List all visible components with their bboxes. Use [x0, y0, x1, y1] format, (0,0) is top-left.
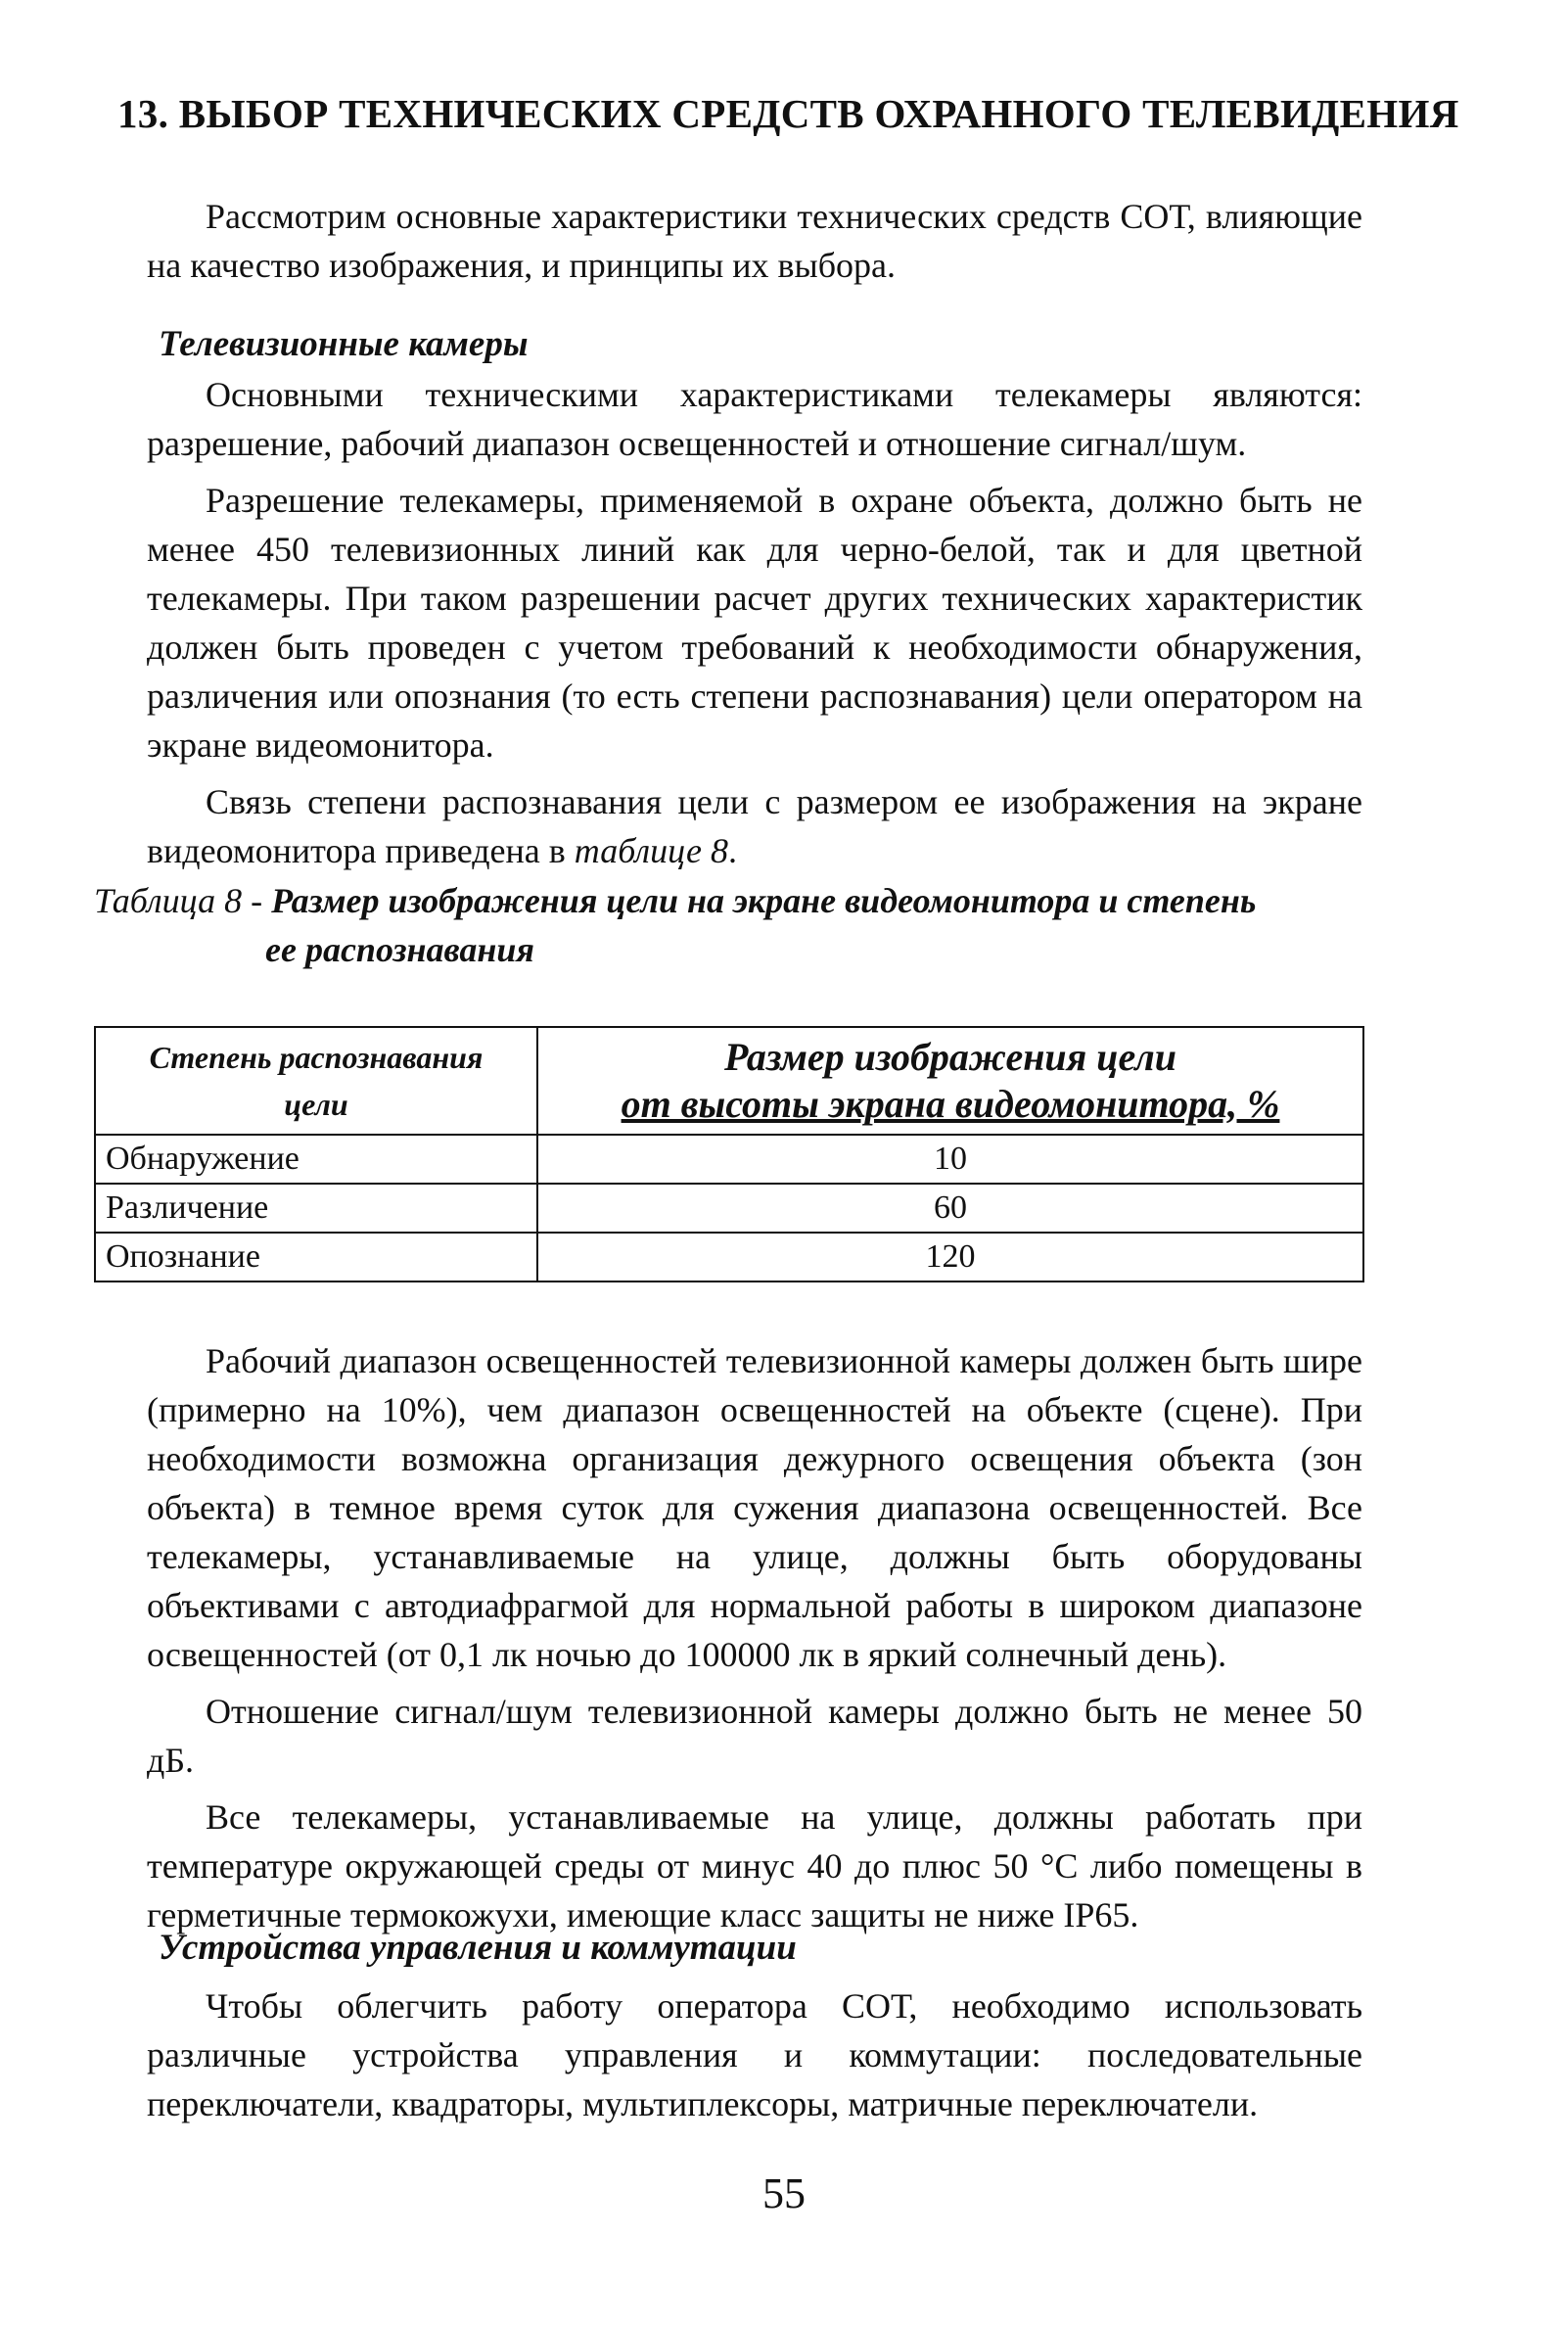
header-degree-line-1: Степень распознавания — [149, 1040, 484, 1075]
cameras-paragraph-3 — [147, 777, 1362, 875]
header-degree-line-2: цели — [284, 1087, 348, 1122]
intro-block — [147, 192, 1362, 290]
after-table-block — [147, 1336, 1362, 1939]
subheading-cameras: Телевизионные камеры — [159, 324, 529, 364]
table-reference: таблице 8 — [574, 831, 728, 870]
snr-paragraph: Отношение сигнал/шум телевизионной камеры должно быть не менее 50 дБ. — [147, 1692, 1362, 1780]
table-caption-line-1 — [94, 876, 1366, 925]
table-cell-size: 10 — [537, 1135, 1363, 1184]
table-cell-degree: Опознание — [95, 1233, 537, 1282]
page-number: 55 — [762, 2169, 806, 2217]
table-row — [95, 1135, 1363, 1184]
illumination-paragraph: Рабочий диапазон освещенностей телевизионной камеры должен быть шире (примерно на 10%), чем диапазон освещенностей на объекте (сцене). При необходимости возможна организация дежурного освещения объекта (зон объекта) в темное время суток для сужения диапазона освещенностей. Все телекамеры, устанавливаемые на улице, должны быть оборудованы объективами с автодиафрагмой для нормальной работы в широком диапазоне освещенностей (от 0,1 лк ночью до 100000 лк в яркий солнечный день). — [147, 1341, 1362, 1674]
table-cell-size: 60 — [537, 1184, 1363, 1233]
table-caption-title: Размер изображения цели на экране видеомонитора и степень — [271, 881, 1257, 920]
cameras-paragraph-1: Основными техническими характеристиками телекамеры являются: разрешение, рабочий диапазон освещенностей и отношение сигнал/шум. — [147, 375, 1362, 463]
header-degree — [95, 1027, 537, 1135]
cameras-paragraph-3-end: . — [728, 831, 737, 870]
temperature-paragraph: Все телекамеры, устанавливаемые на улице, должны работать при температуре окружающей среды от минус 40 до плюс 50 °С либо помещены в герметичные термокожухи, имеющие класс защиты не ниже IP65. — [147, 1797, 1362, 1934]
table-cell-degree: Различение — [95, 1184, 537, 1233]
header-size-line-1: Размер изображения цели — [723, 1035, 1177, 1079]
cameras-paragraph-3-text: Связь степени распознавания цели с размером ее изображения на экране видеомонитора приведена в — [147, 782, 1362, 870]
table-header-row — [95, 1027, 1363, 1135]
table-8 — [94, 1026, 1364, 1282]
table-row — [95, 1233, 1363, 1282]
control-paragraph: Чтобы облегчить работу оператора СОТ, необходимо использовать различные устройства управления и коммутации: последовательные переключатели, квадраторы, мультиплексоры, матричные переключатели. — [147, 1986, 1362, 2123]
control-block — [147, 1981, 1362, 2128]
table-caption — [94, 876, 1366, 974]
table-row — [95, 1184, 1363, 1233]
header-size — [537, 1027, 1363, 1135]
cameras-block — [147, 370, 1362, 875]
header-size-line-2: от высоты экрана видеомонитора, % — [621, 1082, 1280, 1126]
intro-paragraph: Рассмотрим основные характеристики технических средств СОТ, влияющие на качество изображения, и принципы их выбора. — [147, 197, 1362, 285]
table-caption-line-2: ее распознавания — [265, 930, 534, 969]
cameras-paragraph-2: Разрешение телекамеры, применяемой в охране объекта, должно быть не менее 450 телевизионных линий как для черно-белой, так и для цветной телекамеры. При таком разрешении расчет других технических характеристик должен быть проведен с учетом требований к необходимости обнаружения, различения или опознания (то есть степени распознавания) цели оператором на экране видеомонитора. — [147, 481, 1362, 765]
subheading-control: Устройства управления и коммутации — [159, 1928, 797, 1968]
section-heading: 13. ВЫБОР ТЕХНИЧЕСКИХ СРЕДСТВ ОХРАННОГО ТЕЛЕВИДЕНИЯ — [117, 91, 1459, 136]
table-cell-degree: Обнаружение — [95, 1135, 537, 1184]
table-cell-size: 120 — [537, 1233, 1363, 1282]
table-caption-label: Таблица 8 - — [94, 881, 272, 920]
